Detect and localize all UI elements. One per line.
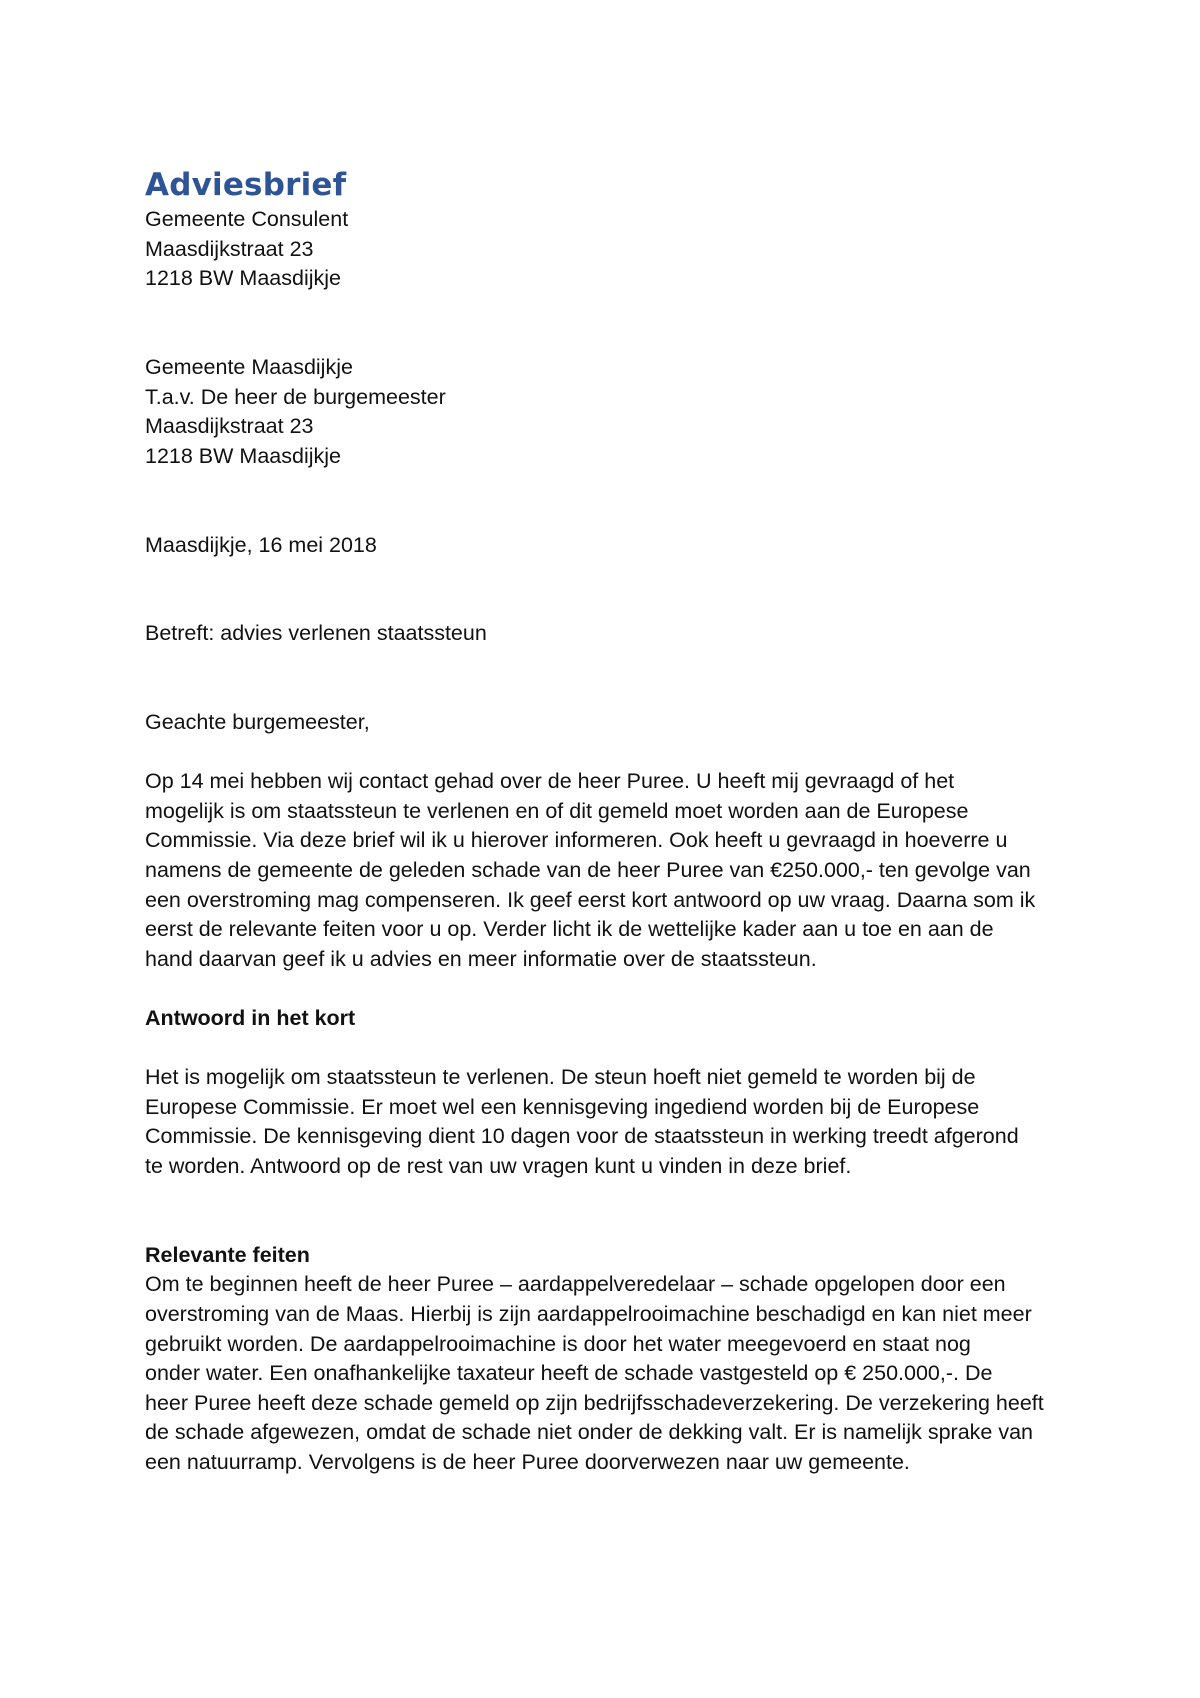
paragraph-line: heer Puree heeft deze schade gemeld op zijn bedrijfsschadeverzekering. De verzekering heeft [145, 1390, 1044, 1415]
sender-line: 1218 BW Maasdijkje [145, 266, 341, 291]
paragraph-line: Europese Commissie. Er moet wel een kennisgeving ingediend worden bij de Europese [145, 1094, 980, 1119]
paragraph-line: eerst de relevante feiten voor u op. Verder licht ik de wettelijke kader aan u toe en aan de [145, 917, 994, 942]
paragraph-line: Het is mogelijk om staatssteun te verlenen. De steun hoeft niet gemeld te worden bij de [145, 1065, 976, 1090]
section-heading-facts: Relevante feiten [145, 1242, 310, 1267]
recipient-line: Maasdijkstraat 23 [145, 414, 314, 439]
intro-paragraph [145, 767, 1080, 974]
section-heading-answer: Antwoord in het kort [145, 1006, 356, 1031]
recipient-line: Gemeente Maasdijkje [145, 354, 353, 379]
sender-address [145, 205, 1080, 294]
paragraph-line: een overstroming mag compenseren. Ik geef eerst kort antwoord op uw vraag. Daarna som ik [145, 887, 1036, 912]
sender-line: Gemeente Consulent [145, 207, 349, 231]
subject-line: Betreft: advies verlenen staatssteun [145, 621, 487, 646]
paragraph-line: de schade afgewezen, omdat de schade niet onder de dekking valt. Er is namelijk sprake van [145, 1420, 1033, 1445]
paragraph-line: hand daarvan geef ik u advies en meer informatie over de staatssteun. [145, 946, 817, 971]
paragraph-line: een natuurramp. Vervolgens is de heer Puree doorverwezen naar uw gemeente. [145, 1449, 910, 1474]
paragraph-line: Om te beginnen heeft de heer Puree – aardappelveredelaar – schade opgelopen door een [145, 1272, 1006, 1297]
paragraph-line: Commissie. Via deze brief wil ik u hierover informeren. Ook heeft u gevraagd in hoeverre u [145, 828, 1008, 853]
paragraph-line: Op 14 mei hebben wij contact gehad over de heer Puree. U heeft mij gevraagd of het [145, 769, 955, 794]
paragraph-line: namens de gemeente de geleden schade van de heer Puree van €250.000,- ten gevolge van [145, 858, 1031, 883]
paragraph-line: onder water. Een onafhankelijke taxateur heeft de schade vastgesteld op € 250.000,-. De [145, 1361, 993, 1386]
recipient-address [145, 353, 1080, 471]
sender-line: Maasdijkstraat 23 [145, 236, 314, 261]
answer-paragraph [145, 1063, 1080, 1181]
paragraph-line: gebruikt worden. De aardappelrooimachine is door het water meegevoerd en staat nog [145, 1331, 971, 1356]
paragraph-line: overstroming van de Maas. Hierbij is zijn aardappelrooimachine beschadigd en kan niet meer [145, 1301, 1032, 1326]
recipient-line: T.a.v. De heer de burgemeester [145, 384, 446, 409]
document-title: Adviesbrief [145, 167, 347, 203]
salutation: Geachte burgemeester, [145, 710, 370, 735]
date-line: Maasdijkje, 16 mei 2018 [145, 532, 377, 557]
paragraph-line: Commissie. De kennisgeving dient 10 dagen voor de staatssteun in werking treedt afgerond [145, 1124, 1019, 1149]
paragraph-line: mogelijk is om staatssteun te verlenen en of dit gemeld moet worden aan de Europese [145, 798, 969, 823]
recipient-line: 1218 BW Maasdijkje [145, 443, 341, 468]
letter-body [145, 165, 1080, 1478]
paragraph-line: te worden. Antwoord op de rest van uw vragen kunt u vinden in deze brief. [145, 1154, 852, 1178]
facts-paragraph [145, 1270, 1080, 1477]
